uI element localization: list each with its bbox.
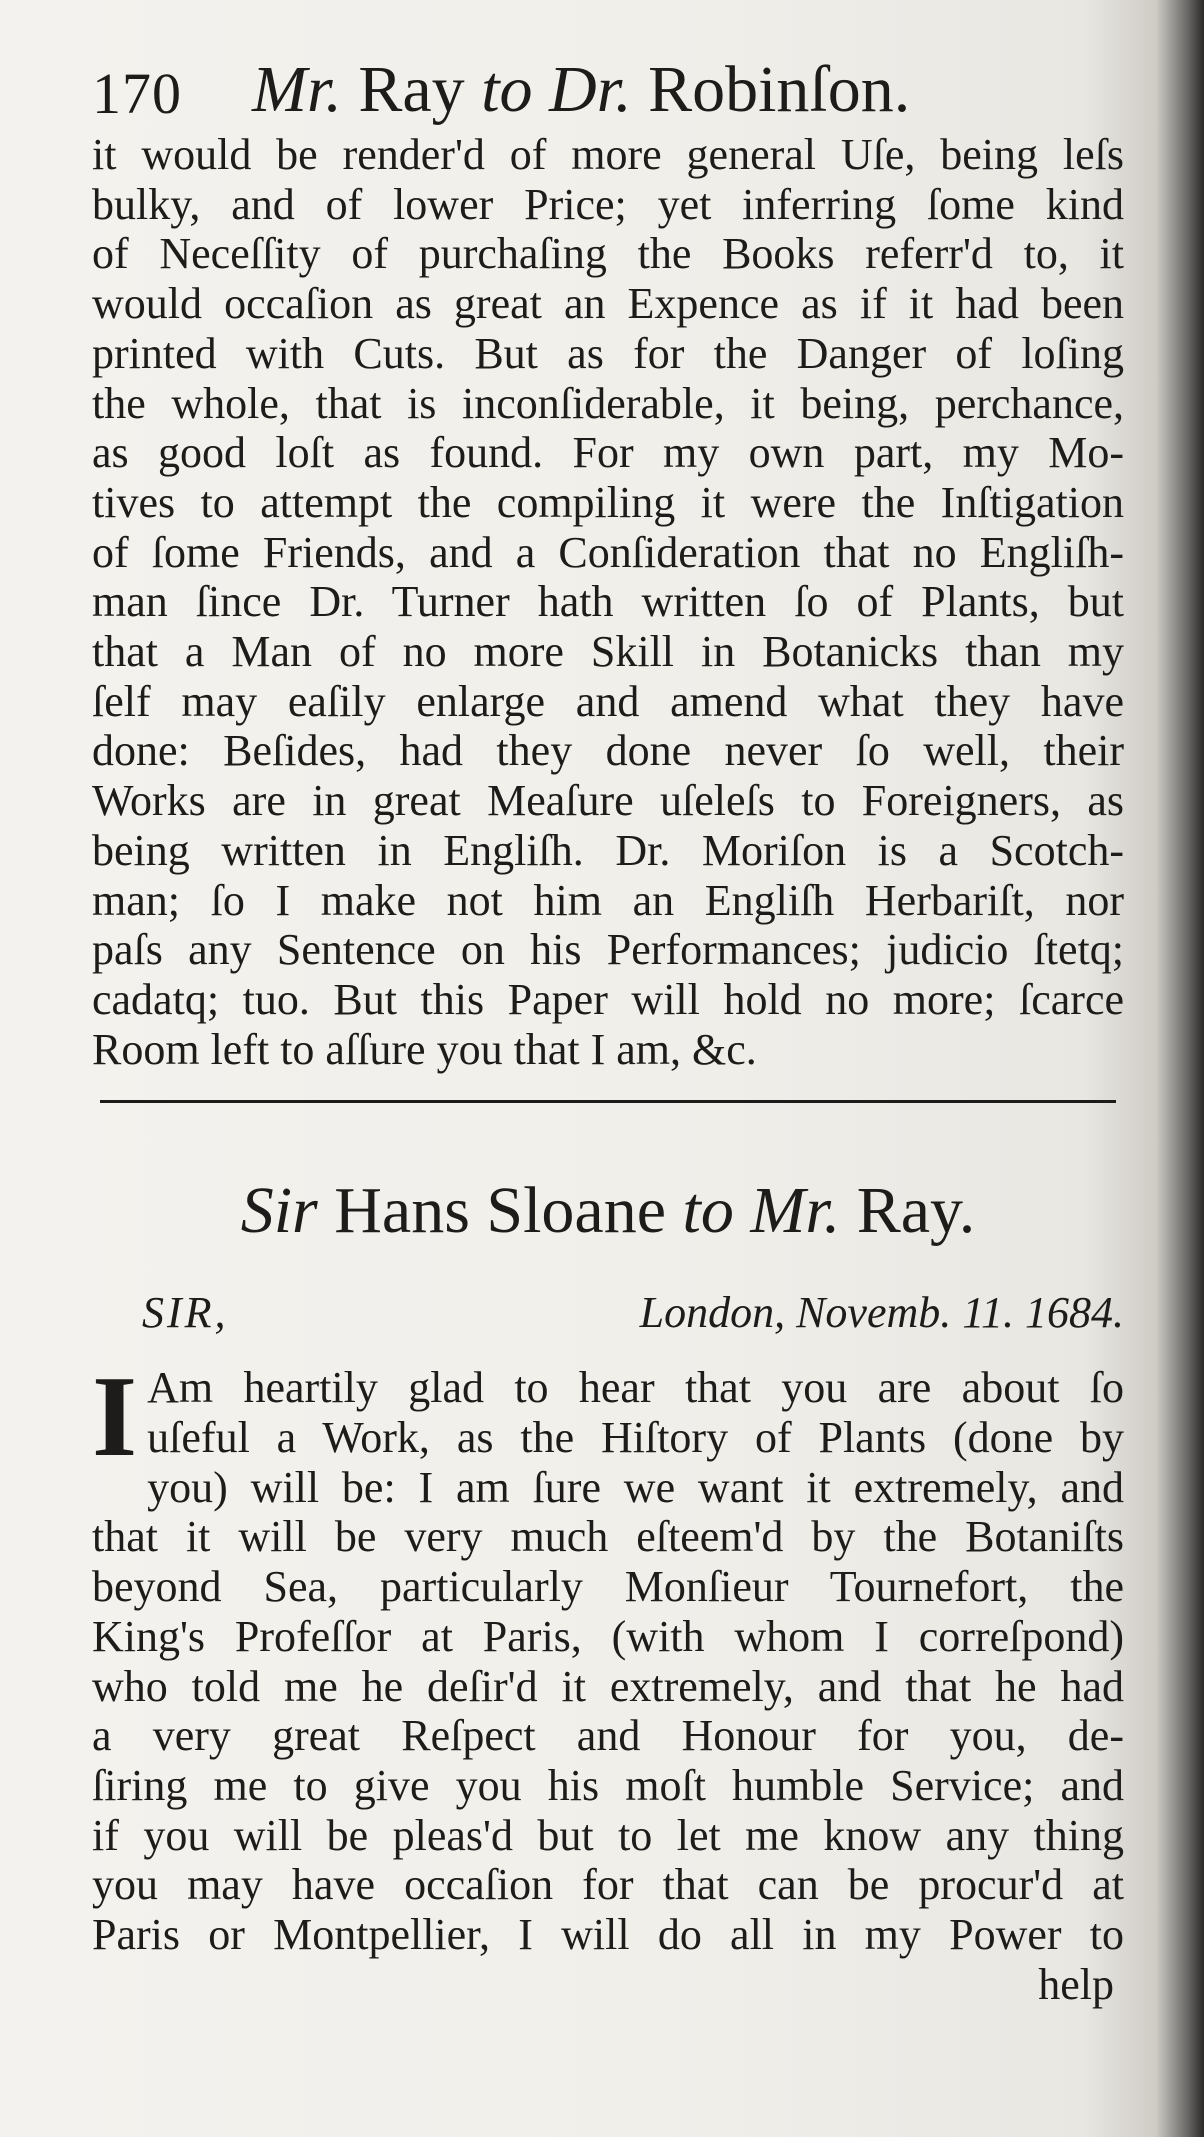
- text-line: man ſince Dr. Turner hath written ſo of Plants, but: [92, 577, 1124, 627]
- text-line: Paris or Montpellier, I will do all in my Power to: [92, 1910, 1124, 1960]
- text-line: man; ſo I make not him an Engliſh Herbariſt, nor: [92, 875, 1124, 925]
- running-title-part: Mr.: [252, 53, 342, 126]
- letter-continuation: [92, 130, 1124, 1074]
- running-title-part: Dr.: [532, 53, 632, 126]
- text-line: of Neceſſity of purchaſing the Books referr'd to, it: [92, 229, 1124, 279]
- text-line: that it will be very much eſteem'd by the Botaniſts: [92, 1512, 1124, 1562]
- text-line: uſeful a Work, as the Hiſtory of Plants (done by: [147, 1413, 1124, 1463]
- letter-heading-part: Sir: [240, 1174, 318, 1248]
- text-line: done: Beſides, had they done never ſo well, their: [92, 726, 1124, 776]
- text-line: you may have occaſion for that can be procur'd at: [92, 1860, 1124, 1910]
- text-line: of ſome Friends, and a Conſideration that no Engliſh-: [92, 527, 1124, 577]
- dateline: [92, 1287, 1124, 1353]
- text-line: tives to attempt the compiling it were the Inſtigation: [92, 477, 1124, 527]
- salutation: SIR,: [142, 1288, 229, 1338]
- text-line: that a Man of no more Skill in Botanicks than my: [92, 627, 1124, 677]
- text-line: beyond Sea, particularly Monſieur Tournefort, the: [92, 1562, 1124, 1612]
- text-line: being written in Engliſh. Dr. Moriſon is a Scotch-: [92, 825, 1124, 875]
- letter-heading-part: Mr.: [733, 1174, 841, 1248]
- text-line: if you will be pleas'd but to let me know any thing: [92, 1810, 1124, 1860]
- text-line: a very great Reſpect and Honour for you, de-: [92, 1711, 1124, 1761]
- text-line: who told me he deſir'd it extremely, and that he had: [92, 1661, 1124, 1711]
- letter-heading-part: to: [682, 1174, 734, 1248]
- text-column: [92, 42, 1124, 2010]
- text-line: printed with Cuts. But as for the Danger of loſing: [92, 328, 1124, 378]
- text-line: Room left to aſſure you that I am, &c.: [92, 1024, 757, 1074]
- catchword: help: [1038, 1959, 1114, 2009]
- text-line: the whole, that is inconſiderable, it being, perchance,: [92, 378, 1124, 428]
- text-line: paſs any Sentence on his Performances; judicio ſtetq;: [92, 925, 1124, 975]
- section-divider: [100, 1100, 1116, 1103]
- text-line: would occaſion as great an Expence as if it had been: [92, 279, 1124, 329]
- running-head: [92, 42, 1124, 130]
- letter-body: [92, 1353, 1124, 1960]
- text-line: as good loſt as found. For my own part, my Mo-: [92, 428, 1124, 478]
- text-line: King's Profeſſor at Paris, (with whom I correſpond): [92, 1611, 1124, 1661]
- text-line: bulky, and of lower Price; yet inferring ſome kind: [92, 179, 1124, 229]
- text-line: cadatq; tuo. But this Paper will hold no more; ſcarce: [92, 974, 1124, 1024]
- text-line: ſelf may eaſily enlarge and amend what they have: [92, 676, 1124, 726]
- letter-date: London, Novemb. 11. 1684.: [639, 1288, 1124, 1338]
- running-title-part: Ray: [341, 53, 482, 126]
- text-line: Works are in great Meaſure uſeleſs to Foreigners, as: [92, 776, 1124, 826]
- letter-heading-part: Hans Sloane: [317, 1174, 683, 1248]
- drop-cap: I: [92, 1353, 138, 1482]
- text-line: you) will be: I am ſure we want it extremely, and: [147, 1462, 1124, 1512]
- letter-heading-part: Ray.: [840, 1174, 976, 1248]
- running-title: [252, 52, 910, 128]
- running-title-part: Robinſon.: [631, 53, 911, 126]
- text-line: ſiring me to give you his moſt humble Service; and: [92, 1760, 1124, 1810]
- running-title-part: to: [481, 53, 533, 126]
- text-line: it would be render'd of more general Uſe, being leſs: [92, 130, 1124, 179]
- page-number: 170: [92, 61, 182, 126]
- text-line: Am heartily glad to hear that you are about ſo: [147, 1363, 1124, 1413]
- letter-heading: [92, 1173, 1124, 1253]
